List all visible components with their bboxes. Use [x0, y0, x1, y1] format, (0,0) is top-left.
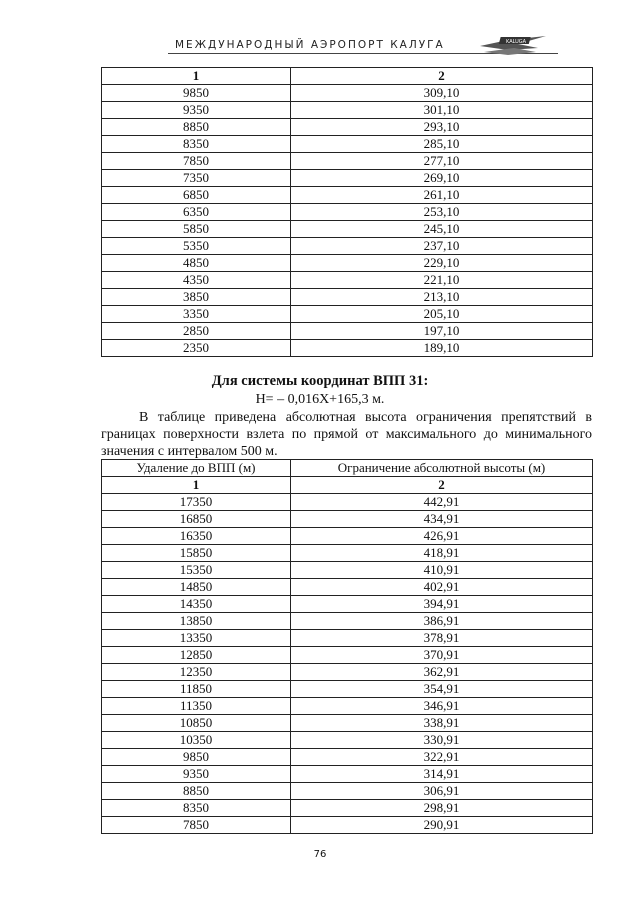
- distance-cell: 5850: [102, 221, 291, 238]
- altitude-cell: 290,91: [291, 817, 593, 834]
- altitude-cell: 197,10: [291, 323, 593, 340]
- altitude-cell: 362,91: [291, 664, 593, 681]
- distance-cell: 10850: [102, 715, 291, 732]
- column-number-2: 2: [291, 477, 593, 494]
- distance-cell: 11850: [102, 681, 291, 698]
- altitude-cell: 221,10: [291, 272, 593, 289]
- altitude-cell: 229,10: [291, 255, 593, 272]
- distance-cell: 16350: [102, 528, 291, 545]
- obstacle-table-2: [101, 459, 593, 834]
- altitude-cell: 189,10: [291, 340, 593, 357]
- distance-cell: 8350: [102, 136, 291, 153]
- table-row: [102, 528, 593, 545]
- altitude-cell: 402,91: [291, 579, 593, 596]
- paragraph-text: В таблице приведена абсолютная высота ограничения препятствий в границах поверхности взлета по прямой от максимального до минимального значения с интервалом 500 м.: [101, 410, 592, 459]
- distance-cell: 6850: [102, 187, 291, 204]
- table-row: [102, 749, 593, 766]
- table-row: [102, 562, 593, 579]
- table-row: [102, 136, 593, 153]
- header-title: МЕЖДУНАРОДНЫЙ АЭРОПОРТ КАЛУГА: [175, 39, 445, 51]
- altitude-cell: 338,91: [291, 715, 593, 732]
- table-row: [102, 715, 593, 732]
- distance-cell: 4850: [102, 255, 291, 272]
- table-row: [102, 494, 593, 511]
- altitude-cell: 314,91: [291, 766, 593, 783]
- table-row: [102, 153, 593, 170]
- table-row: [102, 613, 593, 630]
- page-number: 76: [313, 849, 327, 860]
- altitude-cell: 298,91: [291, 800, 593, 817]
- distance-cell: 15350: [102, 562, 291, 579]
- table-row: [102, 579, 593, 596]
- altitude-cell: 205,10: [291, 306, 593, 323]
- distance-cell: 2350: [102, 340, 291, 357]
- altitude-cell: 434,91: [291, 511, 593, 528]
- altitude-cell: 346,91: [291, 698, 593, 715]
- table-row: [102, 783, 593, 800]
- table-row: [102, 238, 593, 255]
- altitude-cell: 354,91: [291, 681, 593, 698]
- table-row: [102, 170, 593, 187]
- altitude-cell: 253,10: [291, 204, 593, 221]
- table-row: [102, 800, 593, 817]
- table-row: [102, 221, 593, 238]
- distance-cell: 7850: [102, 153, 291, 170]
- table-row: [102, 766, 593, 783]
- altitude-cell: 269,10: [291, 170, 593, 187]
- column-number-1: 1: [102, 477, 291, 494]
- distance-cell: 17350: [102, 494, 291, 511]
- altitude-cell: 301,10: [291, 102, 593, 119]
- distance-cell: 6350: [102, 204, 291, 221]
- distance-cell: 10350: [102, 732, 291, 749]
- altitude-cell: 322,91: [291, 749, 593, 766]
- altitude-cell: 306,91: [291, 783, 593, 800]
- altitude-cell: 394,91: [291, 596, 593, 613]
- distance-cell: 12850: [102, 647, 291, 664]
- description-paragraph: [101, 409, 592, 460]
- distance-cell: 8350: [102, 800, 291, 817]
- table-row: [102, 119, 593, 136]
- table-row: [102, 204, 593, 221]
- table-row: [102, 272, 593, 289]
- table-row: [102, 630, 593, 647]
- table-row: [102, 511, 593, 528]
- formula: H= – 0,016X+165,3 м.: [255, 392, 385, 407]
- distance-cell: 7850: [102, 817, 291, 834]
- distance-cell: 15850: [102, 545, 291, 562]
- airport-logo-icon: [478, 32, 548, 58]
- altitude-cell: 370,91: [291, 647, 593, 664]
- distance-cell: 2850: [102, 323, 291, 340]
- distance-cell: 9850: [102, 85, 291, 102]
- distance-cell: 8850: [102, 783, 291, 800]
- table-row: [102, 681, 593, 698]
- altitude-cell: 309,10: [291, 85, 593, 102]
- table-row: [102, 817, 593, 834]
- table-row: [102, 647, 593, 664]
- column-title-altitude: Ограничение абсолютной высоты (м): [291, 460, 593, 477]
- table-row: [102, 732, 593, 749]
- altitude-cell: 237,10: [291, 238, 593, 255]
- distance-cell: 14850: [102, 579, 291, 596]
- table-header-row: [102, 477, 593, 494]
- altitude-cell: 386,91: [291, 613, 593, 630]
- distance-cell: 5350: [102, 238, 291, 255]
- altitude-cell: 330,91: [291, 732, 593, 749]
- table-header-row: [102, 68, 593, 85]
- distance-cell: 12350: [102, 664, 291, 681]
- distance-cell: 3850: [102, 289, 291, 306]
- altitude-cell: 213,10: [291, 289, 593, 306]
- table-row: [102, 698, 593, 715]
- column-title-distance: Удаление до ВПП (м): [102, 460, 291, 477]
- altitude-cell: 261,10: [291, 187, 593, 204]
- distance-cell: 3350: [102, 306, 291, 323]
- table-row: [102, 596, 593, 613]
- table-row: [102, 102, 593, 119]
- distance-cell: 4350: [102, 272, 291, 289]
- altitude-cell: 285,10: [291, 136, 593, 153]
- column-number-2: 2: [291, 68, 593, 85]
- distance-cell: 14350: [102, 596, 291, 613]
- table-row: [102, 187, 593, 204]
- altitude-cell: 442,91: [291, 494, 593, 511]
- page-header: [0, 0, 640, 62]
- distance-cell: 16850: [102, 511, 291, 528]
- table-row: [102, 323, 593, 340]
- altitude-cell: 418,91: [291, 545, 593, 562]
- section-title: Для системы координат ВПП 31:: [211, 373, 429, 389]
- distance-cell: 9350: [102, 766, 291, 783]
- altitude-cell: 378,91: [291, 630, 593, 647]
- table-row: [102, 340, 593, 357]
- distance-cell: 13850: [102, 613, 291, 630]
- distance-cell: 13350: [102, 630, 291, 647]
- table-row: [102, 255, 593, 272]
- altitude-cell: 277,10: [291, 153, 593, 170]
- table-row: [102, 664, 593, 681]
- altitude-cell: 426,91: [291, 528, 593, 545]
- table-row: [102, 545, 593, 562]
- table-row: [102, 289, 593, 306]
- altitude-cell: 410,91: [291, 562, 593, 579]
- distance-cell: 7350: [102, 170, 291, 187]
- table-column-titles-row: [102, 460, 593, 477]
- distance-cell: 9350: [102, 102, 291, 119]
- table-row: [102, 85, 593, 102]
- altitude-cell: 245,10: [291, 221, 593, 238]
- distance-cell: 11350: [102, 698, 291, 715]
- svg-text:KALUGA: KALUGA: [506, 39, 527, 45]
- distance-cell: 8850: [102, 119, 291, 136]
- distance-cell: 9850: [102, 749, 291, 766]
- column-number-1: 1: [102, 68, 291, 85]
- altitude-cell: 293,10: [291, 119, 593, 136]
- table-row: [102, 306, 593, 323]
- obstacle-table-1: [101, 67, 593, 357]
